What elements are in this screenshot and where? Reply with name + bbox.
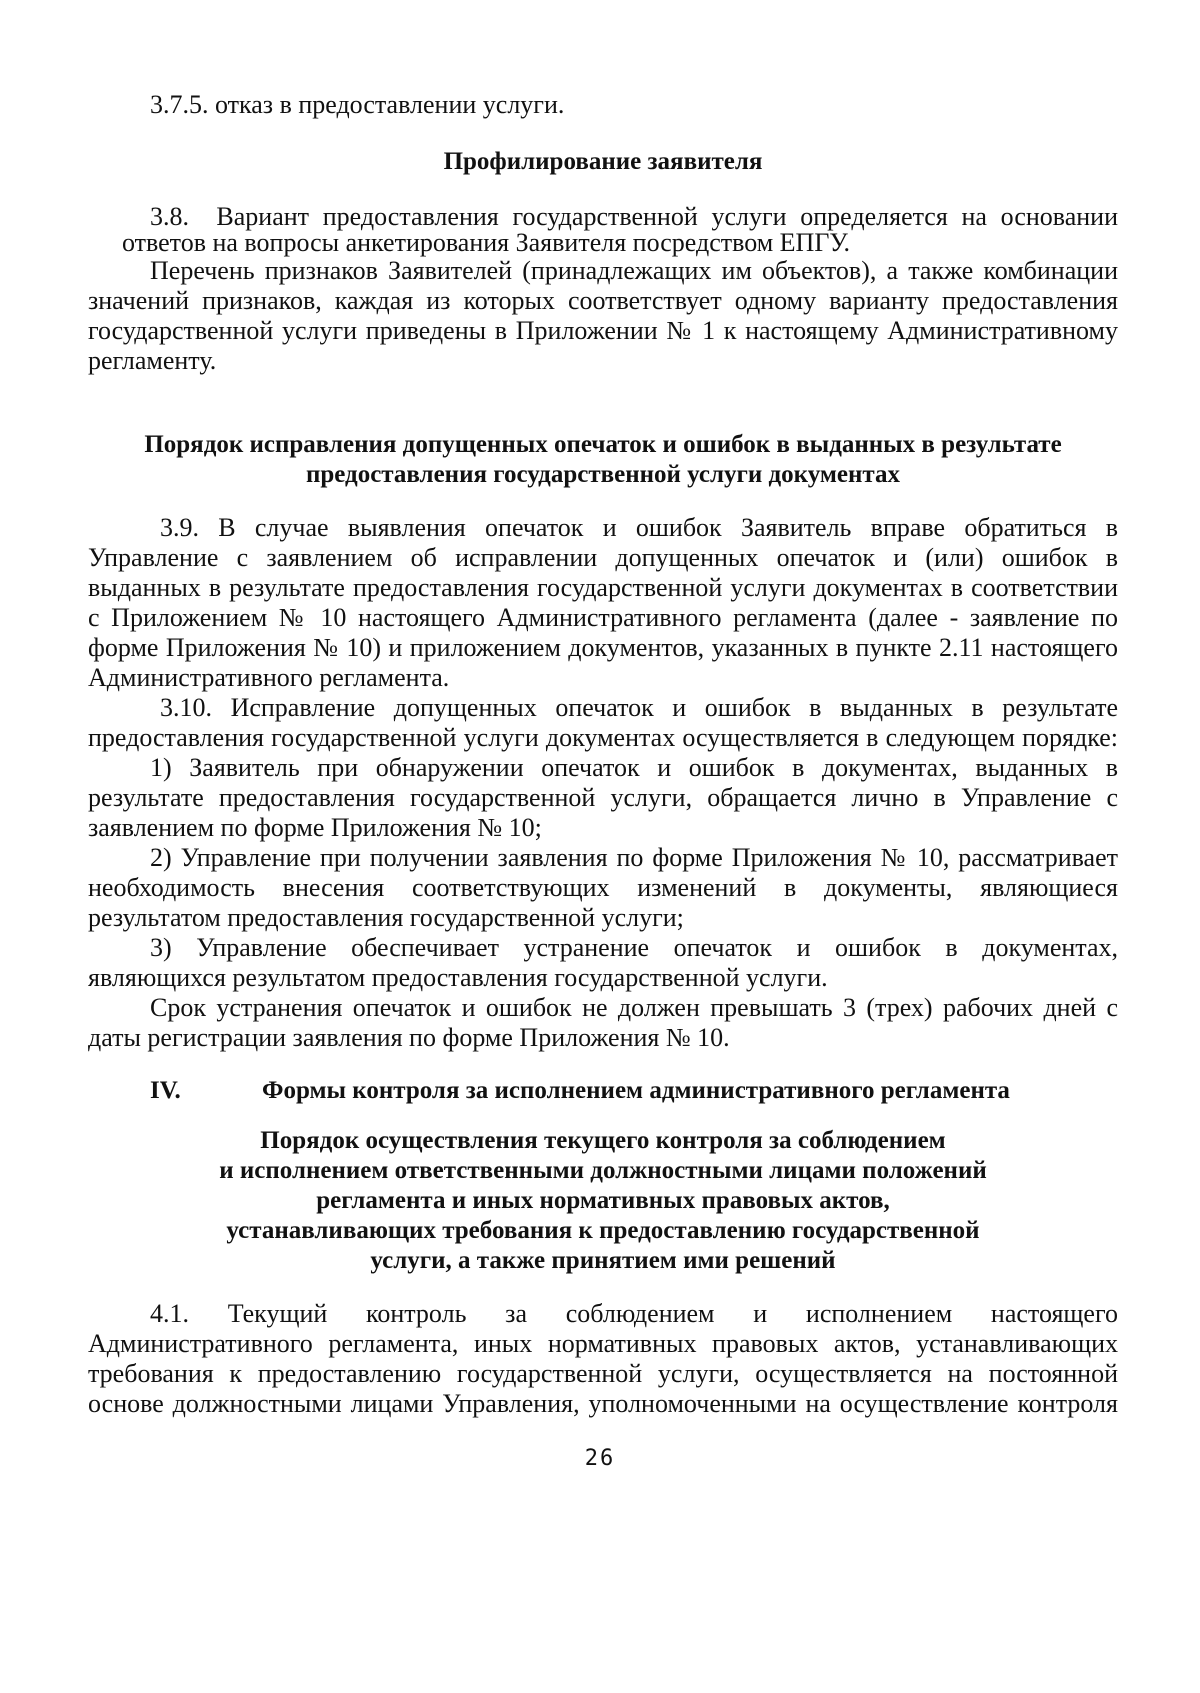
paragraph-4-1-line-3: требования к предоставлению государственной услуги, осуществляется на постоянной	[88, 1359, 1118, 1388]
heading-current-control-line-5: услуги, а также принятием ими решений	[370, 1247, 836, 1274]
paragraph-3-8-line-1: 3.8. Вариант предоставления государственной услуги определяется на основании	[150, 202, 1118, 231]
paragraph-criteria-line-2: значений признаков, каждая из которых соответствует одному варианту предоставления	[88, 286, 1118, 315]
section-title: Формы контроля за исполнением административного регламента	[262, 1077, 1010, 1104]
heading-current-control-line-3: регламента и иных нормативных правовых актов,	[316, 1187, 890, 1214]
heading-current-control-line-4: устанавливающих требования к предоставлению государственной	[226, 1217, 980, 1244]
heading-corrections-line-2: предоставления государственной услуги документах	[305, 461, 901, 488]
heading-profiling: Профилирование заявителя	[443, 148, 763, 175]
paragraph-3-10-line-2: предоставления государственной услуги документах осуществляется в следующем порядке:	[88, 723, 1118, 752]
paragraph-3-9-line-6: Административного регламента.	[88, 663, 450, 692]
paragraph-3-9-line-2: Управление с заявлением об исправлении допущенных опечаток и (или) ошибок в	[88, 543, 1118, 572]
list-item-2-line-3: результатом предоставления государственной услуги;	[88, 903, 684, 932]
paragraph-criteria-line-3: государственной услуги приведены в Приложении № 1 к настоящему Административному	[88, 316, 1118, 345]
paragraph-3-9-line-3: выданных в результате предоставления государственной услуги документах в соответствии	[88, 573, 1118, 602]
list-item-2-line-1: 2) Управление при получении заявления по форме Приложения № 10, рассматривает	[150, 843, 1118, 872]
heading-current-control-line-1: Порядок осуществления текущего контроля за соблюдением	[260, 1127, 946, 1154]
paragraph-3-10-line-1: 3.10. Исправление допущенных опечаток и ошибок в выданных в результате	[160, 693, 1118, 722]
heading-current-control-line-2: и исполнением ответственными должностными лицами положений	[219, 1157, 987, 1184]
paragraph-3-9-line-5: форме Приложения № 10) и приложением документов, указанных в пункте 2.11 настоящего	[88, 633, 1118, 662]
paragraph-criteria-line-1: Перечень признаков Заявителей (принадлежащих им объектов), а также комбинации	[150, 256, 1118, 285]
list-item-1-line-2: результате предоставления государственной услуги, обращается лично в Управление с	[88, 783, 1118, 812]
paragraph-criteria-line-4: регламенту.	[88, 346, 217, 375]
paragraph-4-1-line-2: Административного регламента, иных нормативных правовых актов, устанавливающих	[88, 1329, 1118, 1358]
paragraph-3-9-line-1: 3.9. В случае выявления опечаток и ошибок Заявитель вправе обратиться в	[160, 513, 1118, 542]
paragraph-deadline-line-2: даты регистрации заявления по форме Приложения № 10.	[88, 1023, 730, 1052]
paragraph-3-7-5: 3.7.5. отказ в предоставлении услуги.	[150, 90, 565, 119]
page-number: 26	[584, 1446, 616, 1471]
paragraph-3-8-line-2: ответов на вопросы анкетирования Заявителя посредством ЕПГУ.	[122, 228, 851, 257]
heading-corrections-line-1: Порядок исправления допущенных опечаток и ошибок в выданных в результате	[144, 431, 1062, 458]
list-item-2-line-2: необходимость внесения соответствующих изменений в документы, являющиеся	[88, 873, 1118, 902]
section-number: IV.	[150, 1077, 181, 1104]
list-item-3-line-2: являющихся результатом предоставления государственной услуги.	[88, 963, 828, 992]
list-item-1-line-3: заявлением по форме Приложения № 10;	[88, 813, 542, 842]
paragraph-4-1-line-1: 4.1. Текущий контроль за соблюдением и исполнением настоящего	[150, 1299, 1118, 1328]
paragraph-deadline-line-1: Срок устранения опечаток и ошибок не должен превышать 3 (трех) рабочих дней с	[150, 993, 1118, 1022]
paragraph-3-9-line-4: с Приложением № 10 настоящего Административного регламента (далее - заявление по	[88, 603, 1118, 632]
paragraph-4-1-line-4: основе должностными лицами Управления, уполномоченными на осуществление контроля	[88, 1389, 1118, 1418]
list-item-3-line-1: 3) Управление обеспечивает устранение опечаток и ошибок в документах,	[150, 933, 1118, 962]
list-item-1-line-1: 1) Заявитель при обнаружении опечаток и ошибок в документах, выданных в	[150, 753, 1118, 782]
